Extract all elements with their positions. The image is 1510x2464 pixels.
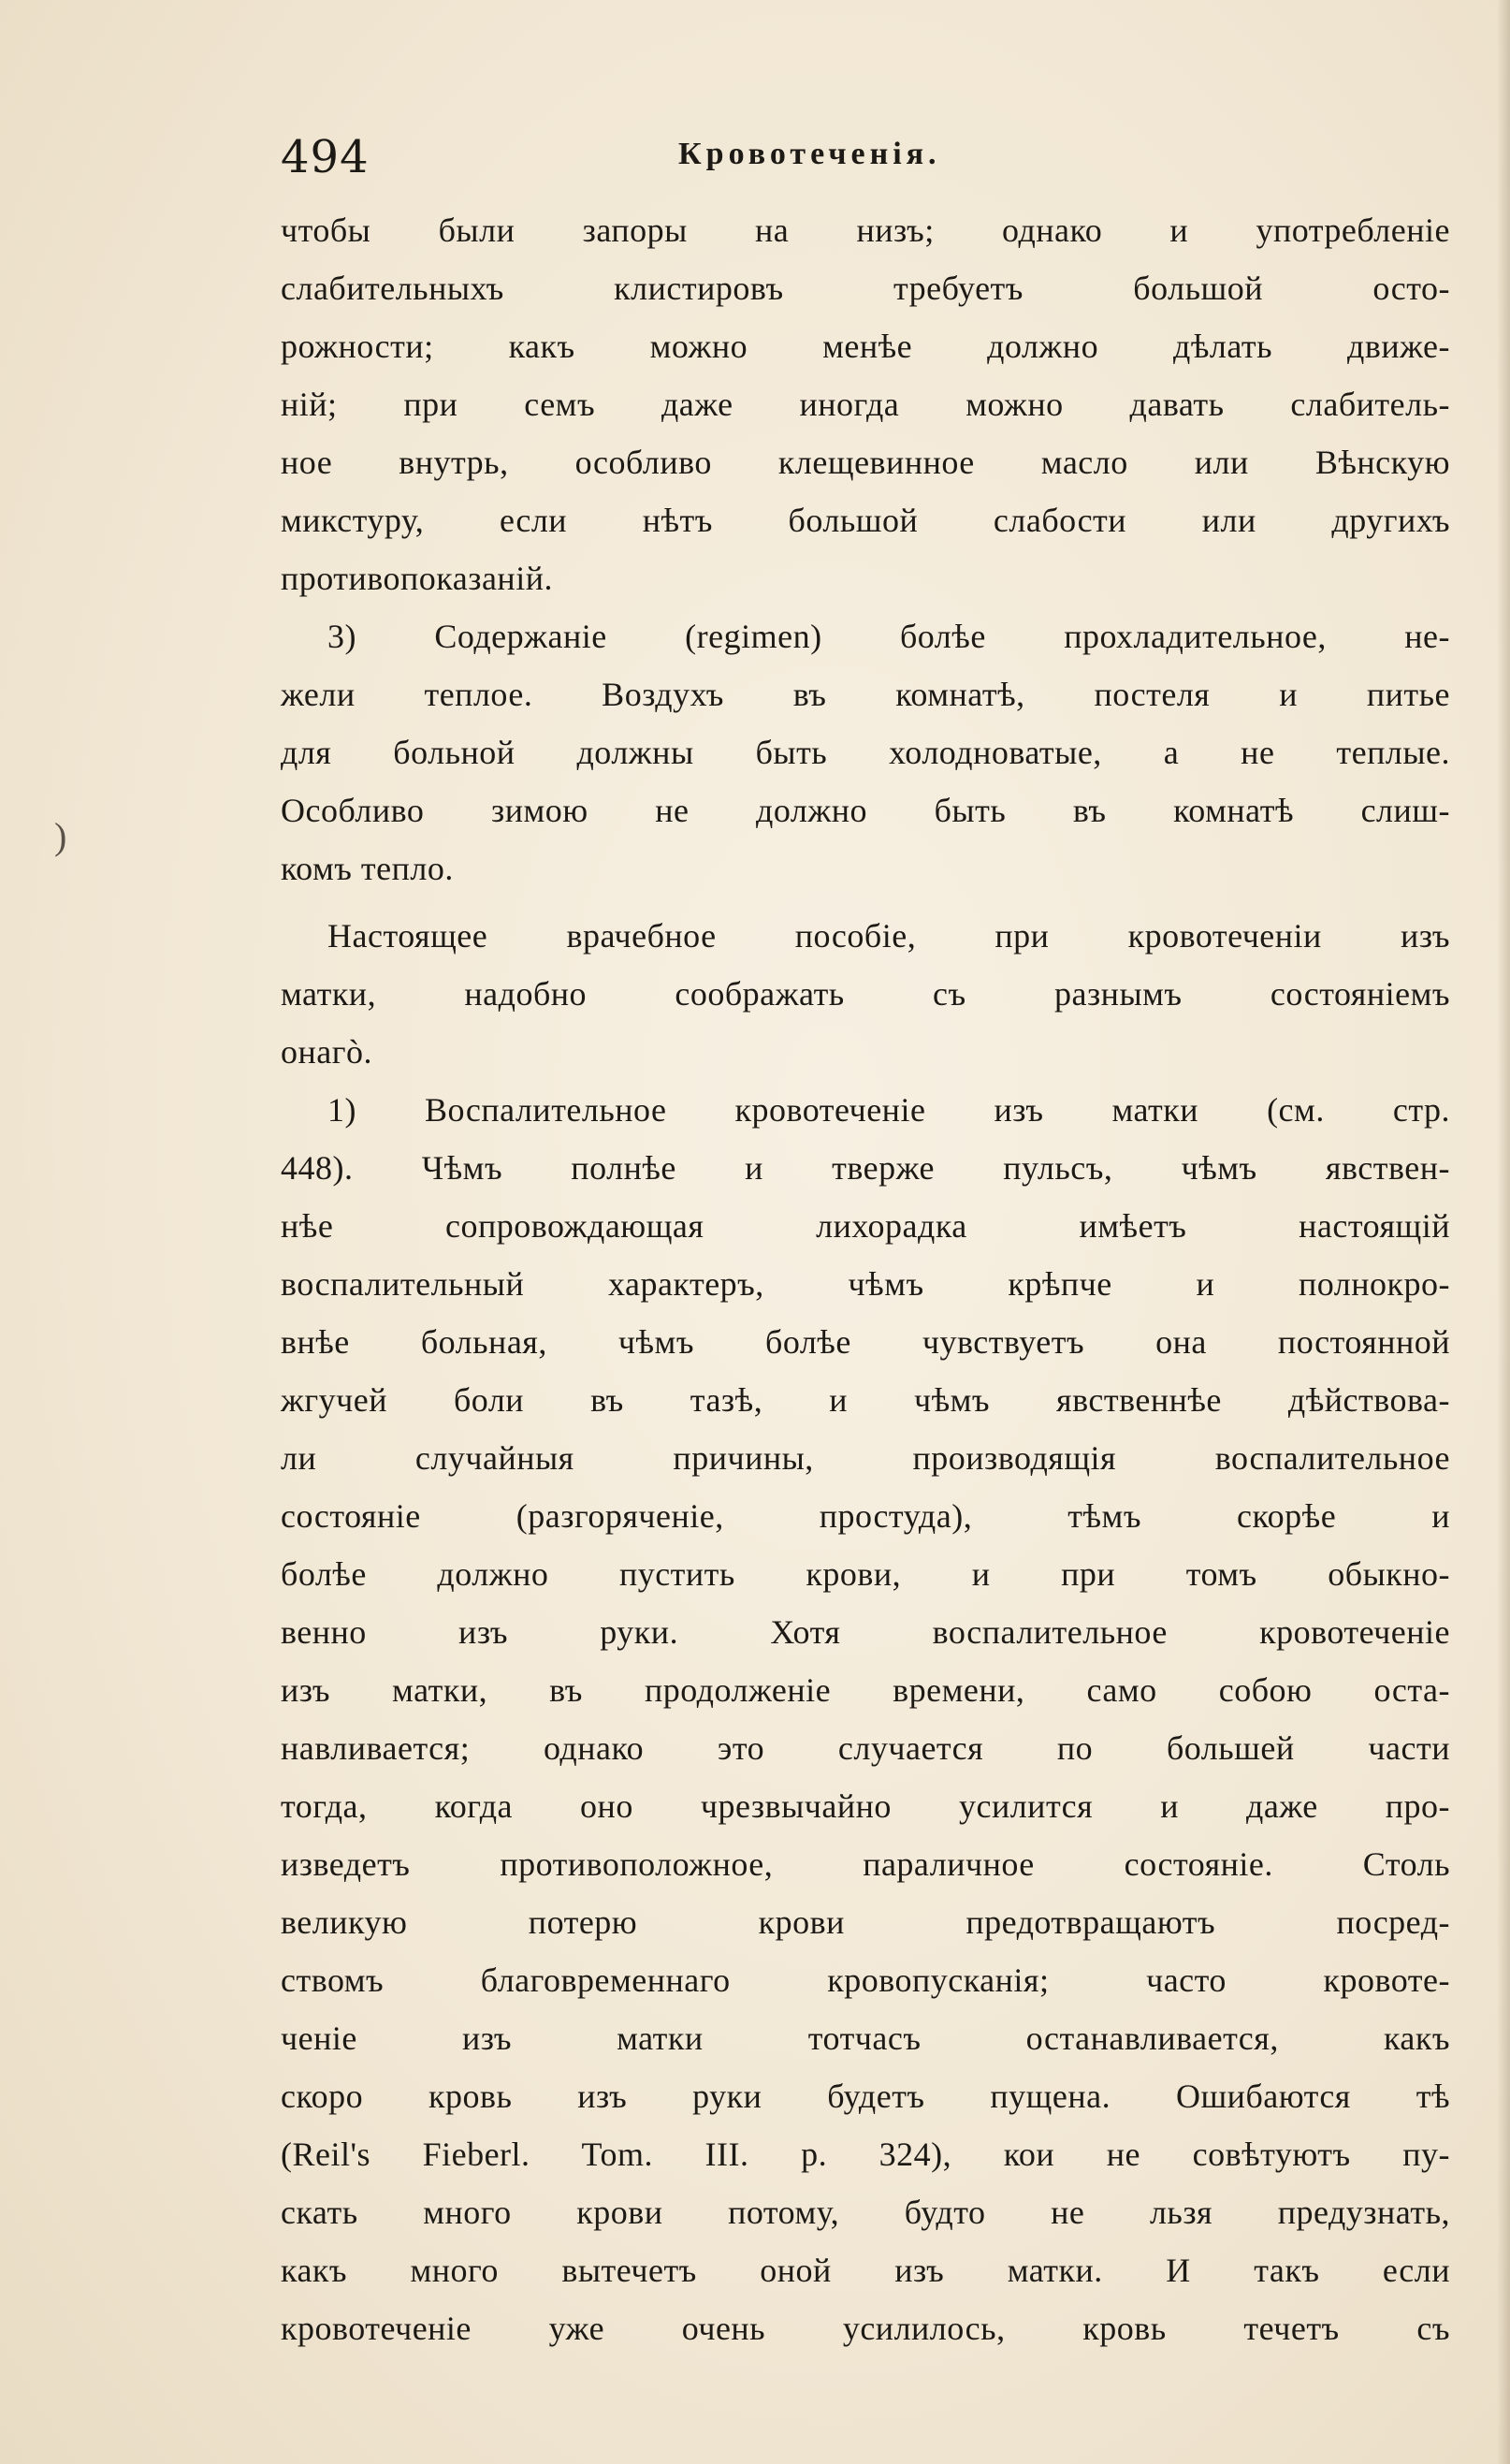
text-line: противопоказаній. (281, 560, 553, 597)
text-line: ствомъ благовременнаго кровопусканія; часто кровоте- (281, 1961, 1450, 1999)
text-line: для больной должны быть холодноватые, а не теплые. (281, 734, 1450, 771)
text-line: комъ тепло. (281, 850, 454, 887)
text-line: великую потерю крови предотвращаютъ посред- (281, 1903, 1450, 1941)
text-line: (Reil's Fieberl. Tom. III. p. 324), кои не совѣтуютъ пу- (281, 2136, 1450, 2173)
text-line: венно изъ руки. Хотя воспалительное кровотеченіе (281, 1613, 1450, 1651)
text-line: какъ много вытечетъ оной изъ матки. И такъ если (281, 2252, 1450, 2289)
text-line: внѣе больная, чѣмъ болѣе чувствуетъ она постоянной (281, 1323, 1450, 1361)
text-line: ній; при семъ даже иногда можно давать слабитель- (281, 386, 1450, 423)
text-line: рожности; какъ можно менѣе должно дѣлать движе- (281, 328, 1450, 365)
text-line: тогда, когда оно чрезвычайно усилится и даже про- (281, 1787, 1450, 1825)
text-line: чтобы были запоры на низъ; однако и употребленіе (281, 211, 1450, 249)
margin-mark: ) (54, 815, 67, 857)
body-text (281, 201, 1450, 2357)
text-line: скоро кровь изъ руки будетъ пущена. Ошибаются тѣ (281, 2078, 1450, 2115)
text-line: ченіе изъ матки тотчасъ останавливается, какъ (281, 2019, 1450, 2057)
text-line: 1) Воспалительное кровотеченіе изъ матки (см. стр. (327, 1091, 1450, 1129)
text-line: матки, надобно соображать съ разнымъ состояніемъ (281, 975, 1450, 1013)
text-line: кровотеченіе уже очень усилилось, кровь течетъ съ (281, 2310, 1450, 2347)
text-line: навливается; однако это случается по большей части (281, 1729, 1450, 1767)
text-line: жели теплое. Воздухъ въ комнатѣ, постеля и питье (281, 676, 1450, 713)
text-line: слабительныхъ клистировъ требуетъ большой осто- (281, 270, 1450, 307)
text-line: Настоящее врачебное пособіе, при кровотеченіи изъ (327, 917, 1450, 955)
text-line: изведетъ противоположное, параличное состояніе. Столь (281, 1845, 1450, 1883)
text-line: Особливо зимою не должно быть въ комнатѣ слиш- (281, 792, 1450, 829)
text-line: воспалительный характеръ, чѣмъ крѣпче и полнокро- (281, 1265, 1450, 1303)
text-line: онагò. (281, 1033, 373, 1071)
paragraph-gap (281, 897, 1450, 907)
text-line: ли случайныя причины, производящія воспалительное (281, 1439, 1450, 1477)
text-line: нѣе сопровождающая лихорадка имѣетъ настоящій (281, 1207, 1450, 1245)
text-line: изъ матки, въ продолженіе времени, само собою оста- (281, 1671, 1450, 1709)
page-edge-shadow (1497, 0, 1510, 2464)
text-line: болѣе должно пустить крови, и при томъ обыкно- (281, 1555, 1450, 1593)
text-line: 448). Чѣмъ полнѣе и тверже пульсъ, чѣмъ явствен- (281, 1149, 1450, 1187)
running-title: Кровотеченія. (678, 137, 941, 171)
text-line: скать много крови потому, будто не льзя предузнать, (281, 2194, 1450, 2231)
text-line: 3) Содержаніе (regimen) болѣе прохладительное, не- (327, 618, 1450, 655)
text-line: состояніе (разгоряченіе, простуда), тѣмъ скорѣе и (281, 1497, 1450, 1535)
text-line: микстуру, если нѣтъ большой слабости или другихъ (281, 502, 1450, 539)
text-line: жгучей боли въ тазѣ, и чѣмъ явственнѣе дѣйствова- (281, 1381, 1450, 1419)
text-line: ное внутрь, особливо клещевинное масло или Вѣнскую (281, 444, 1450, 481)
page-header (281, 131, 1450, 187)
page-number: 494 (281, 131, 370, 183)
